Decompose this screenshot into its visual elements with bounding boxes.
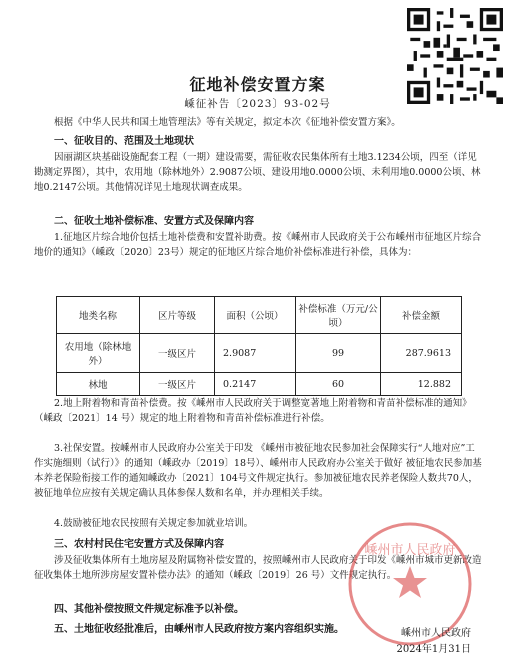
intro-paragraph: 根据《中华人民共和国土地管理法》等有关规定，拟定本次《征地补偿安置方案》。 — [54, 117, 401, 128]
table-header-cell: 补偿金额 — [381, 297, 462, 334]
table-cell: 农用地（除林地外） — [57, 334, 140, 373]
document-number: 嵊征补告〔2023〕93-02号 — [184, 98, 331, 110]
section-2-item-4: 4.鼓励被征地农民按照有关规定参加就业培训。 — [54, 518, 254, 529]
seal-text: 嵊州市人民政府 — [364, 543, 456, 558]
table-cell: 林地 — [57, 373, 140, 396]
section-2-item-1: 1.征地区片综合地价包括土地补偿费和安置补助费。按《嵊州市人民政府关于公布嵊州市征地区片综合地价的通知》（嵊政〔2020〕23号）规定的征地区片综合地价补偿标准进行补偿，具体为： — [34, 232, 482, 258]
table-row — [57, 373, 462, 396]
compensation-table — [56, 296, 462, 396]
section-5-heading: 五、土地征收经批准后，由嵊州市人民政府按方案内容组织实施。 — [54, 624, 344, 635]
section-2-item-3: 3.社保安置。按嵊州市人民政府办公室关于印发 《嵊州市被征地农民参加社会保障实行“人地对应”工作实施细则（试行）》的通知（嵊政办〔2019〕18号）、嵊州市人民政府办公室关于做好 被征地农民参加基本养老保险衔接工作的通知嵊政办〔2021〕104号文件规定执行。参加被征地农民养老保险人数共70人，被征地单位应按有关规定确认具体参保人数和名单，并办理相关手续。 — [34, 443, 482, 499]
section-3-body: 涉及征收集体所有土地房屋及附属物补偿安置的，按照嵊州市人民政府关于印发《嵊州市城市更新改造征收集体土地所涉房屋安置补偿办法》的通知（嵊政〔2019〕26 号）文件规定执行。 — [34, 555, 482, 581]
section-1-body: 因丽湖区块基础设施配套工程（一期）建设需要，需征收农民集体所有土地3.1234公顷，四至（详见勘测定界图），其中，农用地（除林地外）2.9087公顷、建设用地0.0000公顷、未利用地0.0000公顷、林地0.2147公顷。其他情况详见土地现状调查成果。 — [34, 152, 481, 193]
table-row — [57, 334, 462, 373]
table-header-cell: 区片等级 — [140, 297, 215, 334]
table-cell: 0.2147 — [215, 373, 296, 396]
table-cell: 60 — [296, 373, 381, 396]
table-cell: 12.882 — [381, 373, 462, 396]
table-header-cell: 地类名称 — [57, 297, 140, 334]
table-cell: 287.9613 — [381, 334, 462, 373]
section-4-heading: 四、其他补偿按照文件规定标准予以补偿。 — [54, 604, 244, 615]
section-2-heading: 二、征收土地补偿标准、安置方式及保障内容 — [54, 216, 254, 227]
table-header-row — [57, 297, 462, 334]
table-cell: 2.9087 — [215, 334, 296, 373]
section-2-item-2: 2.地上附着物和青苗补偿费。按《嵊州市人民政府关于调整宽著地上附着物和青苗补偿标准的通知》（嵊政〔2021〕14 号）规定的地上附着物和青苗补偿标准进行补偿。 — [34, 398, 472, 424]
section-1-heading: 一、征收目的、范围及土地现状 — [54, 136, 194, 147]
signature-date: 2024年1月31日 — [396, 644, 471, 655]
table-header-cell: 补偿标准（万元/公顷） — [296, 297, 381, 334]
table-cell: 一级区片 — [140, 373, 215, 396]
table-cell: 99 — [296, 334, 381, 373]
table-cell: 一级区片 — [140, 334, 215, 373]
section-3-heading: 三、农村村民住宅安置方式及保障内容 — [54, 539, 224, 550]
document-title: 征地补偿安置方案 — [189, 75, 326, 94]
signature-org: 嵊州市人民政府 — [401, 628, 471, 639]
table-header-cell: 面积（公顷） — [215, 297, 296, 334]
